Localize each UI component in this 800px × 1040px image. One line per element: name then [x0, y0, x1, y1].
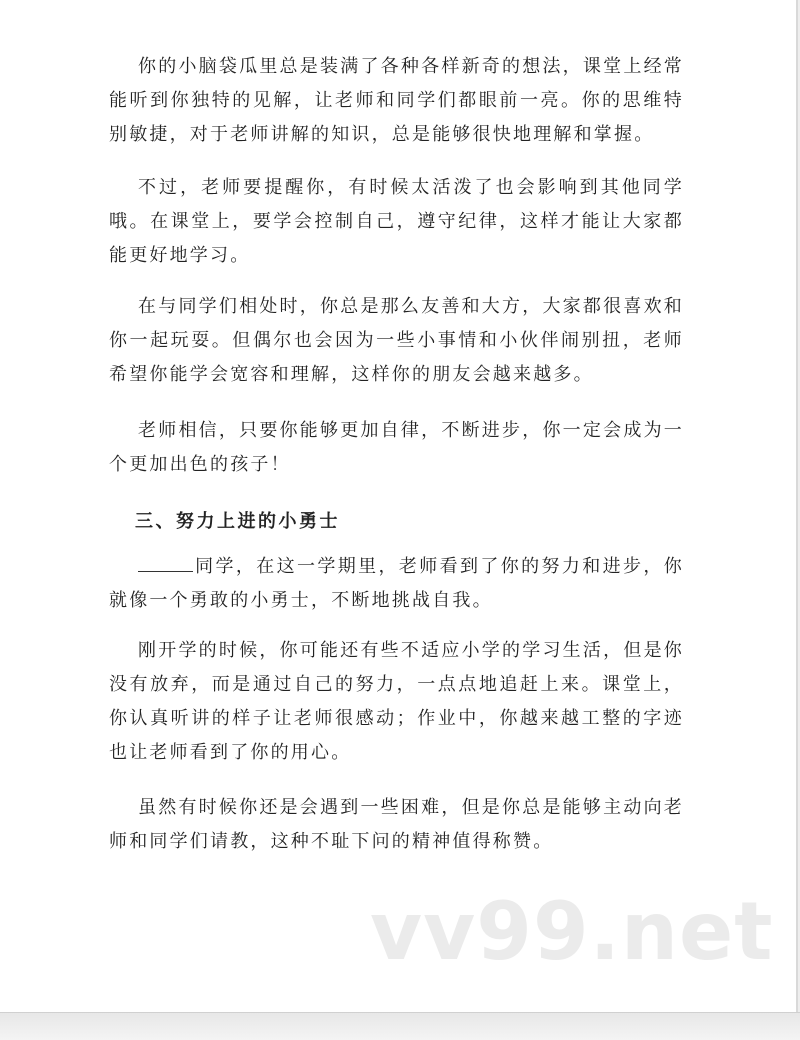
paragraph: 你的小脑袋瓜里总是装满了各种各样新奇的想法，课堂上经常能听到你独特的见解，让老师和同学们都眼前一亮。你的思维特别敏捷，对于老师讲解的知识，总是能够很快地理解和掌握。: [109, 56, 684, 145]
page-gap: [0, 1012, 800, 1040]
paragraph: 老师相信，只要你能够更加自律，不断进步，你一定会成为一个更加出色的孩子！: [109, 420, 684, 475]
name-blank-line: [138, 551, 193, 572]
section-heading: 三、努力上进的小勇士: [135, 511, 340, 532]
watermark: vv99.net: [370, 885, 774, 978]
paragraph: 不过，老师要提醒你，有时候太活泼了也会影响到其他同学哦。在课堂上，要学会控制自己，遵守纪律，这样才能让大家都能更好地学习。: [109, 177, 684, 266]
paragraph: 在与同学们相处时，你总是那么友善和大方，大家都很喜欢和你一起玩耍。但偶尔也会因为一些小事情和小伙伴闹别扭，老师希望你能学会宽容和理解，这样你的朋友会越来越多。: [109, 296, 684, 385]
paragraph-with-blank: [109, 550, 684, 618]
paragraph-text: 同学，在这一学期里，老师看到了你的努力和进步，你就像一个勇敢的小勇士，不断地挑战自我。: [109, 556, 684, 611]
paragraph: 刚开学的时候，你可能还有些不适应小学的学习生活，但是你没有放弃，而是通过自己的努力，一点点地追赶上来。课堂上，你认真听讲的样子让老师很感动；作业中，你越来越工整的字迹也让老师看到了你的用心。: [109, 640, 684, 763]
paragraph: 虽然有时候你还是会遇到一些困难，但是你总是能够主动向老师和同学们请教，这种不耻下问的精神值得称赞。: [109, 797, 684, 852]
